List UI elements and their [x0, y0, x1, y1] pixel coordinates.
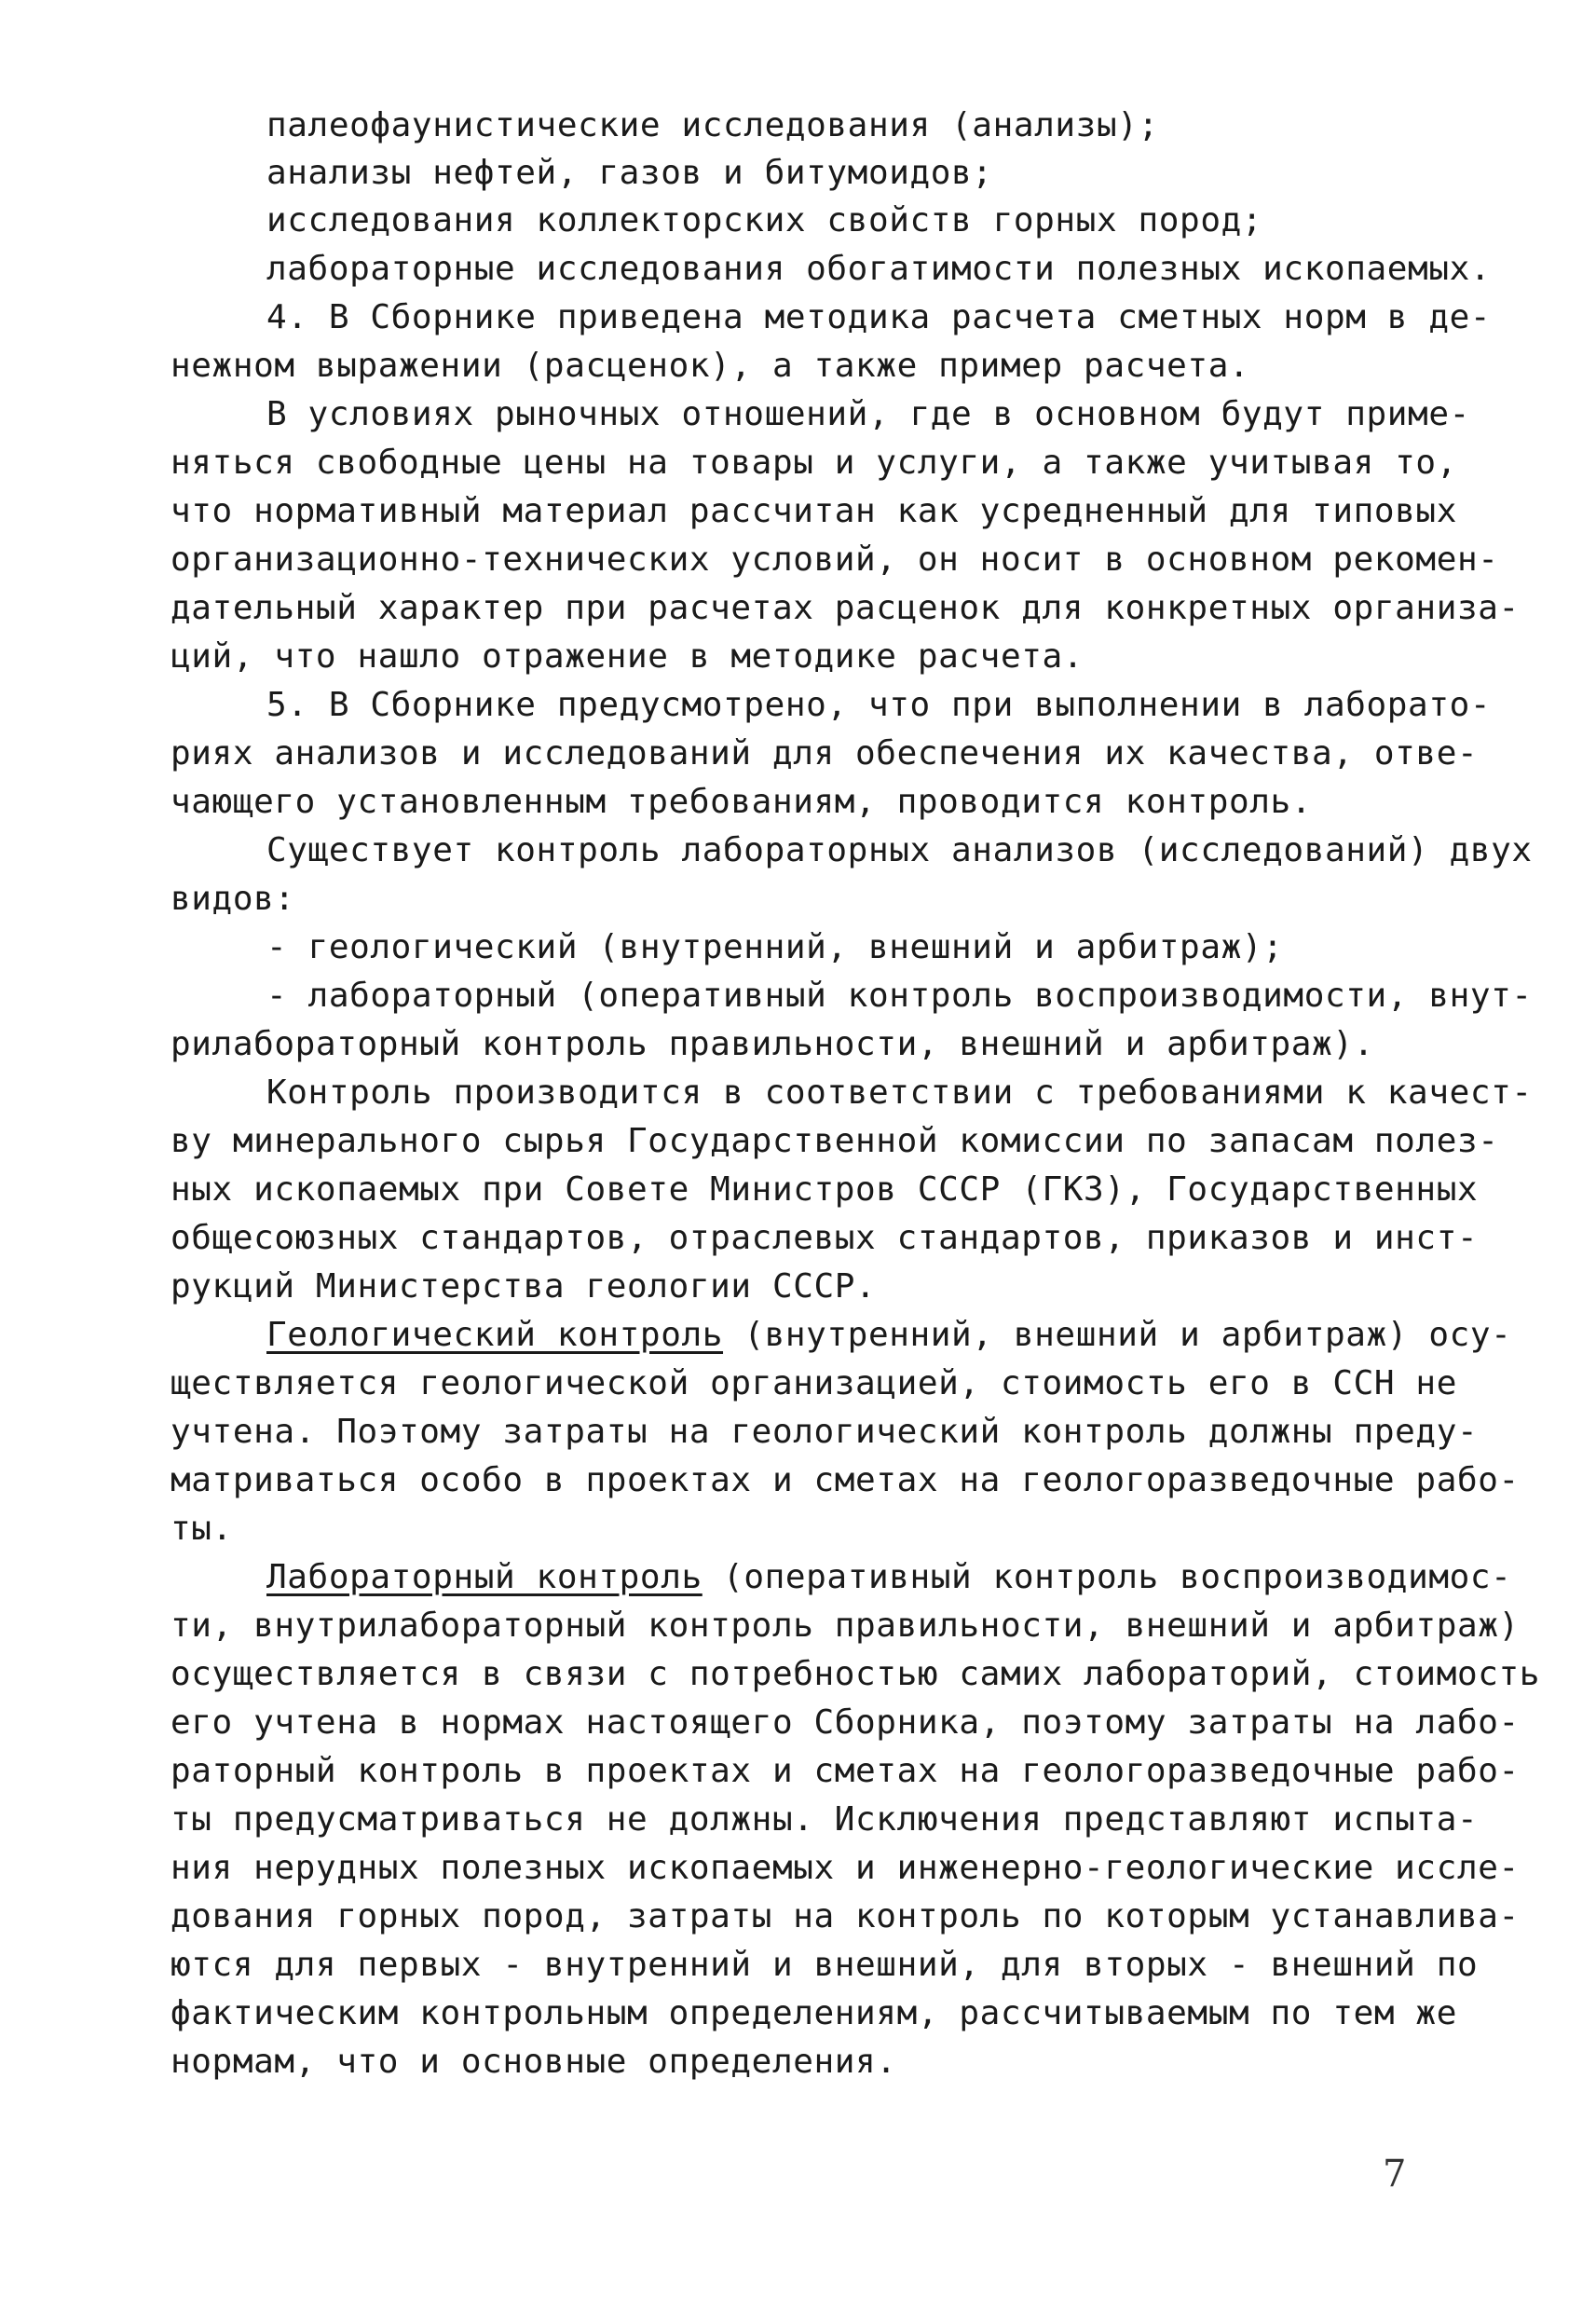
- text-line: ты.: [171, 1510, 233, 1548]
- text-line: 5. В Сборнике предусмотрено, что при выполнении в лаборато-: [266, 686, 1492, 724]
- geological-control-term: Геологический контроль: [266, 1316, 724, 1354]
- laboratory-control-term: Лабораторный контроль: [266, 1558, 703, 1596]
- text-line: осуществляется в связи с потребностью самих лабораторий, стоимость: [171, 1655, 1541, 1693]
- text-line: организационно-технических условий, он носит в основном рекомен-: [171, 540, 1499, 579]
- text-line: исследования коллекторских свойств горных пород;: [266, 201, 1263, 239]
- text-line: что нормативный материал рассчитан как усредненный для типовых: [171, 492, 1457, 530]
- text-line: учтена. Поэтому затраты на геологический контроль должны преду-: [171, 1413, 1479, 1451]
- text-line: ти, внутрилабораторный контроль правильности, внешний и арбитраж): [171, 1607, 1520, 1645]
- text-line: няться свободные цены на товары и услуги, а также учитывая то,: [171, 444, 1457, 482]
- text-line: Геологический контроль (внутренний, внешний и арбитраж) осу-: [266, 1316, 1512, 1354]
- text-line: В условиях рыночных отношений, где в основном будут приме-: [266, 395, 1470, 433]
- text-line: Контроль производится в соответствии с требованиями к качест-: [266, 1073, 1533, 1112]
- text-line: анализы нефтей, газов и битумоидов;: [266, 154, 993, 192]
- text-line: Существует контроль лабораторных анализов (исследований) двух: [266, 831, 1533, 869]
- page-number: 7: [1383, 2153, 1407, 2195]
- text-line: риях анализов и исследований для обеспечения их качества, отве-: [171, 734, 1479, 773]
- text-line: лабораторные исследования обогатимости полезных ископаемых.: [266, 250, 1492, 288]
- text-line: видов:: [171, 880, 295, 918]
- text-line: его учтена в нормах настоящего Сборника, поэтому затраты на лабо-: [171, 1703, 1520, 1742]
- text-line: ществляется геологической организацией, стоимость его в ССН не: [171, 1364, 1457, 1402]
- text-line: рукций Министерства геологии СССР.: [171, 1267, 877, 1306]
- text-line: нежном выражении (расценок), а также пример расчета.: [171, 347, 1250, 385]
- text-line: чающего установленным требованиям, проводится контроль.: [171, 783, 1313, 821]
- text-line: ются для первых - внутренний и внешний, для вторых - внешний по: [171, 1946, 1479, 1984]
- text-line: Лабораторный контроль (оперативный контроль воспроизводимос-: [266, 1558, 1512, 1596]
- text-line: - геологический (внутренний, внешний и арбитраж);: [266, 928, 1284, 966]
- text-line: дательный характер при расчетах расценок для конкретных организа-: [171, 589, 1520, 627]
- text-line: палеофаунистические исследования (анализы);: [266, 106, 1159, 144]
- text-line: рилабораторный контроль правильности, внешний и арбитраж).: [171, 1025, 1374, 1063]
- text-line: ния нерудных полезных ископаемых и инженерно-геологические иссле-: [171, 1849, 1520, 1887]
- text-line: матриваться особо в проектах и сметах на геологоразведочные рабо-: [171, 1461, 1520, 1499]
- text-line: ву минерального сырья Государственной комиссии по запасам полез-: [171, 1122, 1499, 1160]
- text-line: - лабораторный (оперативный контроль воспроизводимости, внут-: [266, 977, 1533, 1015]
- text-line: фактическим контрольным определениям, рассчитываемым по тем же: [171, 1994, 1457, 2032]
- text-line: общесоюзных стандартов, отраслевых стандартов, приказов и инст-: [171, 1219, 1479, 1257]
- text-line: дования горных пород, затраты на контроль по которым устанавлива-: [171, 1897, 1520, 1935]
- text-line: раторный контроль в проектах и сметах на геологоразведочные рабо-: [171, 1752, 1520, 1790]
- text-line: 4. В Сборнике приведена методика расчета сметных норм в де-: [266, 298, 1492, 336]
- text-line: нормам, что и основные определения.: [171, 2043, 897, 2081]
- text-line: ты предусматриваться не должны. Исключения представляют испыта-: [171, 1800, 1479, 1839]
- text-line: ных ископаемых при Совете Министров СССР (ГКЗ), Государственных: [171, 1170, 1479, 1209]
- text-line: ций, что нашло отражение в методике расчета.: [171, 637, 1084, 676]
